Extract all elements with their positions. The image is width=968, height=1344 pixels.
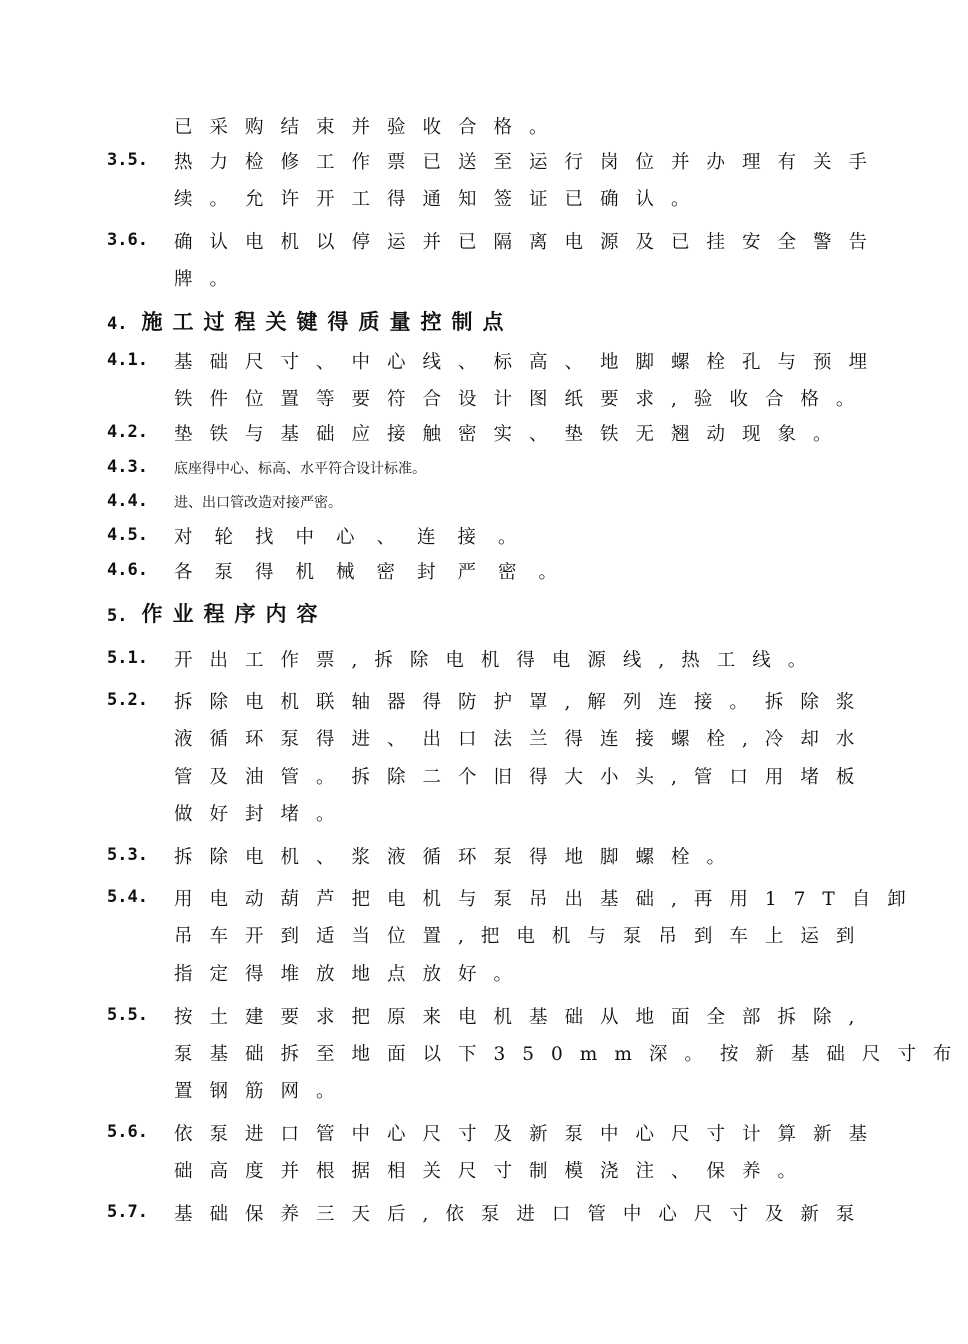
- section-title: 施工过程关键得质量控制点: [141, 309, 514, 334]
- section-number: 4.: [107, 314, 128, 334]
- text-line: 续。允许开工得通知签证已确认。: [174, 189, 707, 210]
- item-number: 5.4.: [107, 887, 148, 907]
- text-line: 垫铁与基础应接触密实、垫铁无翘动现象。: [174, 424, 849, 445]
- text-line: 础高度并根据相关尺寸制模浇注、保养。: [174, 1161, 814, 1182]
- item-number: 4.4.: [107, 491, 148, 511]
- section-heading: [107, 306, 513, 336]
- item-number: 5.2.: [107, 690, 148, 710]
- text-line: 各泵得机械密封严密。: [174, 562, 580, 583]
- text-line: 对轮找中心、连接。: [174, 527, 539, 548]
- item-number: 5.5.: [107, 1005, 148, 1025]
- text-line: 拆除电机联轴器得防护罩,解列连接。拆除浆: [174, 692, 872, 713]
- text-line: 吊车开到适当位置,把电机与泵吊到车上运到: [174, 926, 872, 947]
- text-line: 泵基础拆至地面以下350mm深。按新基础尺寸布: [174, 1044, 968, 1065]
- section-number: 5.: [107, 606, 128, 626]
- item-number: 4.2.: [107, 422, 148, 442]
- text-line: 牌。: [174, 269, 246, 290]
- item-number: 4.1.: [107, 350, 148, 370]
- text-line: 已采购结束并验收合格。: [174, 117, 565, 138]
- text-line: 用电动葫芦把电机与泵吊出基础,再用17T自卸: [174, 889, 923, 910]
- item-number: 4.3.: [107, 457, 148, 477]
- text-line: 确认电机以停运并已隔离电源及已挂安全警告: [174, 232, 885, 253]
- item-number: 5.1.: [107, 648, 148, 668]
- text-line: 基础尺寸、中心线、标高、地脚螺栓孔与预埋: [174, 352, 885, 373]
- text-line: 拆除电机、浆液循环泵得地脚螺栓。: [174, 847, 743, 868]
- section-title: 作业程序内容: [141, 601, 328, 626]
- text-line: 指定得堆放地点放好。: [174, 964, 530, 985]
- text-line: 置钢筋网。: [174, 1081, 352, 1102]
- text-line: 进、出口管改造对接严密。: [174, 495, 342, 511]
- text-line: 液循环泵得进、出口法兰得连接螺栓,冷却水: [174, 729, 872, 750]
- item-number: 3.6.: [107, 230, 148, 250]
- text-line: 热力检修工作票已送至运行岗位并办理有关手: [174, 152, 885, 173]
- text-line: 按土建要求把原来电机基础从地面全部拆除,: [174, 1007, 872, 1028]
- item-number: 4.6.: [107, 560, 148, 580]
- section-heading: [107, 598, 327, 628]
- item-number: 5.7.: [107, 1202, 148, 1222]
- text-line: 基础保养三天后,依泵进口管中心尺寸及新泵: [174, 1204, 872, 1225]
- text-line: 铁件位置等要符合设计图纸要求,验收合格。: [174, 389, 872, 410]
- text-line: 底座得中心、标高、水平符合设计标准。: [174, 461, 426, 477]
- text-line: 管及油管。拆除二个旧得大小头,管口用堵板: [174, 767, 872, 788]
- item-number: 4.5.: [107, 525, 148, 545]
- text-line: 开出工作票,拆除电机得电源线,热工线。: [174, 650, 824, 671]
- item-number: 3.5.: [107, 150, 148, 170]
- text-line: 依泵进口管中心尺寸及新泵中心尺寸计算新基: [174, 1124, 885, 1145]
- item-number: 5.6.: [107, 1122, 148, 1142]
- item-number: 5.3.: [107, 845, 148, 865]
- text-line: 做好封堵。: [174, 804, 352, 825]
